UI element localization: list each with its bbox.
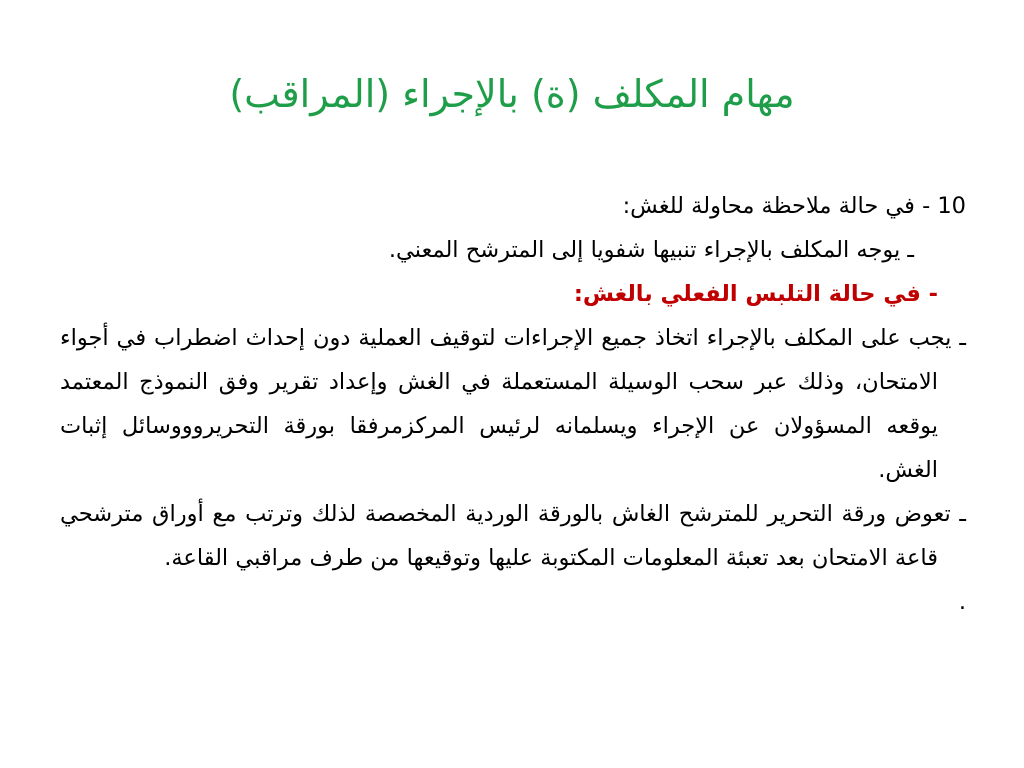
- caught-cheating-heading: - في حالة التلبس الفعلي بالغش:: [573, 281, 938, 307]
- slide-body: [60, 184, 966, 624]
- trailing-dot: .: [958, 589, 966, 615]
- item-10-line: 10 - في حالة ملاحظة محاولة للغش:: [622, 193, 966, 219]
- procedure-paragraph: ـ يجب على المكلف بالإجراء اتخاذ جميع الإجراءات لتوقيف العملية دون إحداث اضطراب في أجواء الامتحان، وذلك عبر سحب الوسيلة المستعملة في الغش وإعداد تقرير وفق النموذج المعتمد يوقعه المسؤولان عن الإجراء ويسلمانه لرئيس المركزمرفقا بورقة التحريروووسائل إثبات الغش.: [60, 325, 966, 483]
- slide-title: مهام المكلف (ة) بالإجراء (المراقب): [229, 72, 795, 116]
- verbal-warning-line: ـ يوجه المكلف بالإجراء تنبيها شفويا إلى المترشح المعني.: [388, 237, 914, 263]
- replacement-paragraph: ـ تعوض ورقة التحرير للمترشح الغاش بالورقة الوردية المخصصة لذلك وترتب مع أوراق مترشحي قاعة الامتحان بعد تعبئة المعلومات المكتوبة عليها وتوقيعها من طرف مراقبي القاعة.: [60, 501, 966, 571]
